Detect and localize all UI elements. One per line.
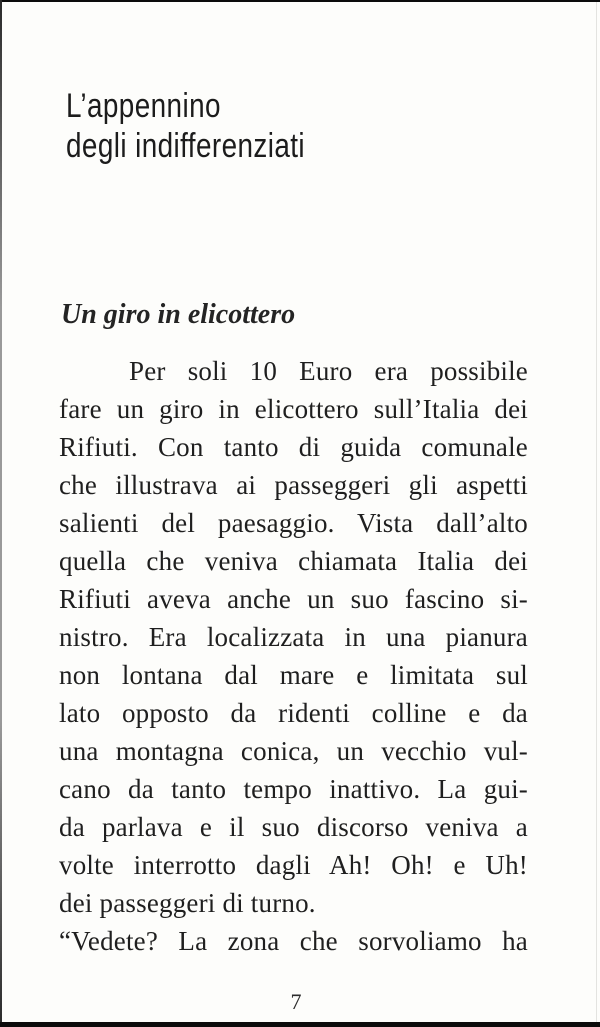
text-line: lato opposto da ridenti colline e da [59, 698, 528, 728]
text-line: non lontana dal mare e limitata sul [59, 660, 528, 690]
chapter-title-line-2: degli indifferenziati [66, 127, 306, 165]
text-line: una montagna conica, un vecchio vul- [59, 736, 528, 766]
text-line: Per soli 10 Euro era possibile [129, 356, 528, 386]
scan-edge-bottom [0, 1022, 600, 1027]
text-line: dei passeggeri di turno. [59, 888, 316, 918]
text-line: nistro. Era localizzata in una pianura [59, 622, 528, 652]
text-line: salienti del paesaggio. Vista dall’alto [59, 508, 528, 538]
body-text [59, 352, 528, 960]
chapter-title [66, 86, 305, 166]
scan-edge-top [0, 0, 600, 2]
text-line: quella che veniva chiamata Italia dei [59, 546, 528, 576]
text-line: da parlava e il suo discorso veniva a [59, 812, 528, 842]
text-line: cano da tanto tempo inattivo. La gui- [59, 774, 528, 804]
scan-edge-left [0, 0, 2, 1027]
chapter-title-line-1: L’appennino [66, 87, 221, 125]
text-line: Rifiuti. Con tanto di guida comunale [59, 432, 528, 462]
scan-edge-right [596, 2, 597, 1022]
text-line: che illustrava ai passeggeri gli aspetti [59, 470, 528, 500]
text-line: “Vedete? La zona che sorvoliamo ha [59, 926, 528, 956]
text-line: fare un giro in elicottero sull’Italia dei [59, 394, 528, 424]
text-line: Rifiuti aveva anche un suo fascino si- [59, 584, 528, 614]
section-heading: Un giro in elicottero [61, 299, 296, 330]
text-line: volte interrotto dagli Ah! Oh! e Uh! [59, 850, 528, 880]
page-number: 7 [290, 989, 302, 1014]
